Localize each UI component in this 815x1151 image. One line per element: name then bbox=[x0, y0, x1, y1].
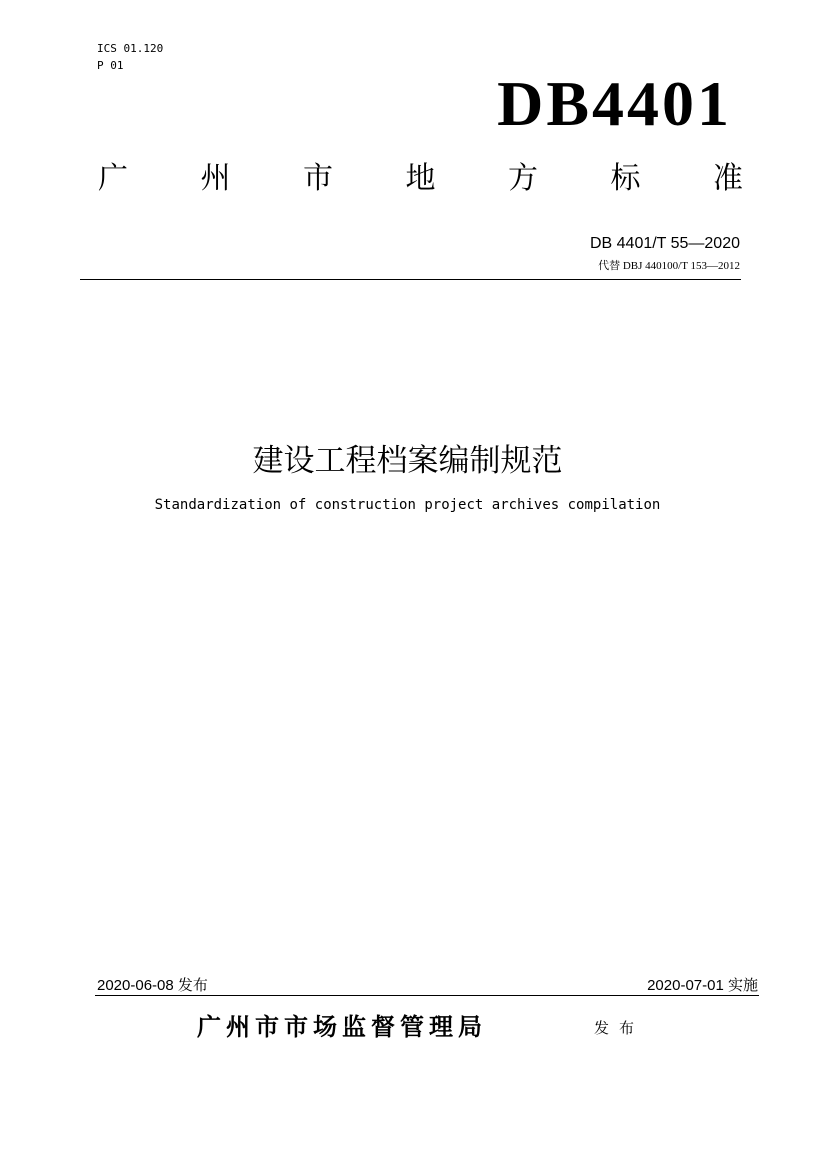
ics-code: ICS 01.120 bbox=[97, 42, 164, 55]
standard-code-logo: DB4401 bbox=[497, 68, 732, 139]
publisher-name: 广州市市场监督管理局 bbox=[197, 1013, 487, 1041]
ccs-code: P 01 bbox=[97, 59, 124, 72]
standard-type-char: 标 bbox=[610, 161, 641, 196]
document-title-english: Standardization of construction project archives compilation bbox=[154, 497, 661, 513]
issue-date: 2020-06-08 发布 bbox=[97, 977, 208, 994]
standard-type-char: 广 bbox=[98, 161, 128, 196]
standard-type-char: 州 bbox=[200, 161, 231, 196]
implementation-date: 2020-07-01 实施 bbox=[647, 977, 758, 994]
standard-type-char: 方 bbox=[508, 161, 538, 196]
standard-type-heading bbox=[98, 156, 743, 202]
replaced-standard: 代替 DBJ 440100/T 153—2012 bbox=[598, 260, 740, 272]
standard-type-char: 准 bbox=[713, 161, 743, 196]
classification-codes bbox=[97, 40, 163, 74]
standard-type-char: 市 bbox=[303, 161, 333, 196]
document-title: 建设工程档案编制规范 bbox=[252, 443, 563, 479]
publish-label: 发布 bbox=[594, 1019, 645, 1037]
standard-number: DB 4401/T 55—2020 bbox=[589, 235, 740, 252]
standard-type-char: 地 bbox=[405, 161, 436, 196]
header-divider bbox=[80, 279, 741, 280]
footer-divider bbox=[95, 995, 759, 996]
